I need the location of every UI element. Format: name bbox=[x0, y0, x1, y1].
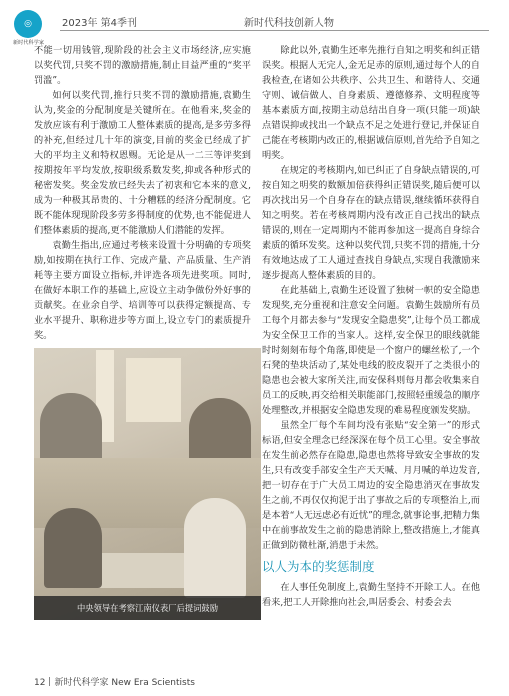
footer-divider bbox=[49, 677, 50, 686]
paragraph: 在此基础上,袁勤生还设置了独树一帜的安全隐患发现奖,充分重视和注意安全问题。袁勤生鼓励所有员工每个月都去参与“发现安全隐患奖”,让每个员工都成为安全保卫工作的当家人。这样,安全保卫的眼线就能时时刻刻布每个角落,即使是一个窗户的螺丝松了,一个石凳的垫块活动了,某处电线的胶皮裂开了之类很小的隐患也会被大家所关注,而安保科则每月都会收集来自员工的反映,再交给相关职能部门,按照轻重缓急的顺序处理整改,并根据安全隐患发现的难易程度颁发奖励。 bbox=[262, 285, 480, 416]
calligraphy-panel bbox=[126, 358, 181, 422]
paragraph: 虽然全厂每个车间均没有张贴“安全第一”的形式标语,但安全理念已经深深在每个员工心里。安全事故在发生前必然存在隐患,隐患也然将导致安全事故的发生,只有改变手部安全生产天天喊、月月喊的单边发音,把一切存在于广大员工周边的安全隐患消灭在事故发生之前,不再仅仅拘泥于出了事故之后的专项整治上,而是本着“人无远虑必有近忧”的理念,就事论事,把精力集中在前事故发生之前的隐患消除上,整改措施上,才能真正做到防微杜渐,消患于未然。 bbox=[262, 420, 480, 551]
section-title: 以人为本的奖惩制度 bbox=[262, 559, 375, 574]
person-figure bbox=[184, 498, 246, 598]
magazine-logo-icon: ◎ bbox=[14, 10, 42, 38]
paragraph: 在规定的考核期内,如已纠正了自身缺点错误的,可按自知之明奖的数额加倍获得纠正错误奖,随后便可以再次找出另一个自身存在的缺点错误,继续循环获得自知之明奖。若在考核周期内没有改正自己找出的缺点错误的,则在一定周期内不能再参加这一提高自身综合素质的循环发奖。这种以奖代罚,只奖不罚的措施,十分有效地达成了工人通过查找自身缺点,实现自我激励来逐步提高人整体素质的目的。 bbox=[262, 165, 480, 281]
paragraph: 如何以奖代罚,推行只奖不罚的激励措施,袁勤生认为,奖金的分配制度是关键所在。在他看来,奖金的发放应该有利于激励工人整体素质的提高,是多劳多得的补充,但经过几十年的演变,目前的奖金已经成了扩大的平均主义和特权恩赐。无论是从一二三等评奖到按期按年平均发放,按职级系数发奖,抑或各种形式的秘密发奖。奖金发放已经失去了初衷和它本来的意义,成为一种极其昂贵的、十分糟糕的经济分配制度。它既不能体现现阶段多劳多得制度的优势,也不能促进人们整体素质的提高,更不能激励人们潜能的发挥。 bbox=[34, 90, 251, 236]
paragraph: 除此以外,袁勤生还率先推行自知之明奖和纠正错误奖。根据人无完人,金无足赤的原则,通过每个人的自我检查,在诸如公共秩序、公共卫生、和谐待人、交通守则、诚信做人、自身素质、遵德修养、文明程度等基本素质方面,按期主动总结出自身一项(只能一项)缺点错误抑或找出一个缺点不足之处进行登记,并保证自己能在考核期内改正的,根据诚信原则,首先给予自知之明奖。 bbox=[262, 45, 480, 161]
paragraph: 不能一切用钱管,现阶段的社会主义市场经济,应实施以奖代罚,只奖不罚的激励措施,制止目益严重的“奖平罚滥”。 bbox=[34, 45, 251, 86]
paragraph: 在人事任免制度上,袁勤生坚持不开除工人。在他看来,把工人开除推向社会,叫居委会、村委会去 bbox=[262, 582, 480, 608]
magazine-name-en: New Era Scientists bbox=[111, 678, 195, 688]
page-footer bbox=[34, 675, 195, 688]
paragraph: 袁勤生指出,应通过考核来设置十分明确的专项奖励,如按期在执行工作、完成产量、产品质量、生产消耗等主要方面设立指标,并评选各项先进奖项。同时,在做好本职工作的基础上,应设立主动争做份外好事的贡献奖。在业余自学、培训等可以获得定额提高、专业水平提升、职称进步等方面上,设立专门的素质提升奖。 bbox=[34, 240, 251, 341]
magazine-name: 新时代科学家 bbox=[54, 678, 109, 688]
issue-label: 2023年 第4季刊 bbox=[62, 18, 137, 29]
photo-caption: 中央领导在考察江南仪表厂后提词鼓励 bbox=[34, 596, 261, 620]
person-figure bbox=[44, 508, 102, 588]
page-number: 12 bbox=[34, 678, 46, 688]
header-divider bbox=[60, 30, 489, 31]
logo-text: 新时代科学家 bbox=[13, 40, 45, 46]
section-header: 新时代科技创新人物 bbox=[244, 18, 334, 29]
left-column bbox=[34, 43, 251, 343]
right-column bbox=[262, 43, 480, 610]
article-photo bbox=[34, 348, 261, 620]
